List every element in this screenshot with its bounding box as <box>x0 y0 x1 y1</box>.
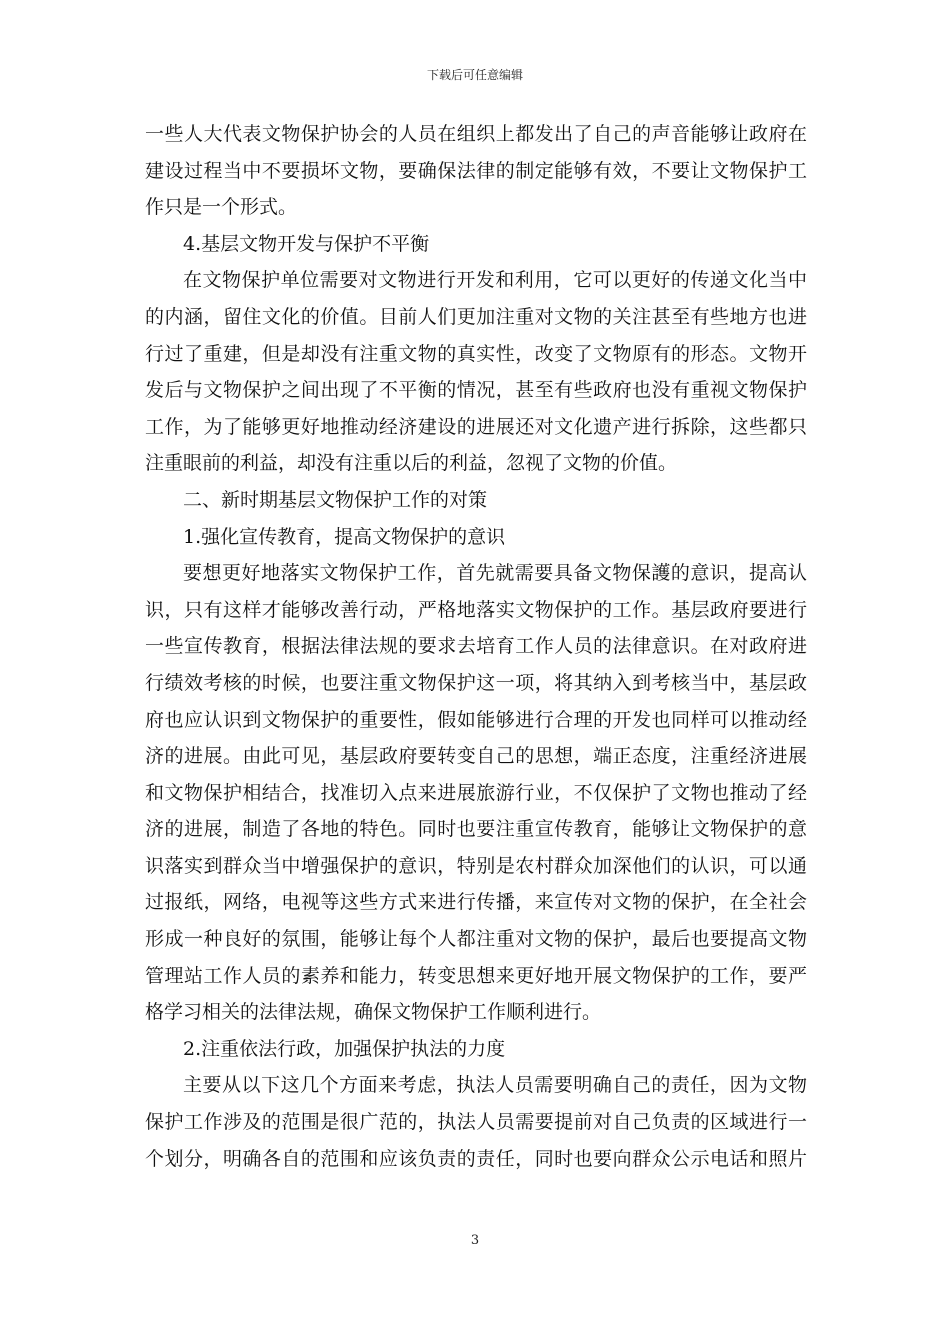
page-number: 3 <box>470 1233 480 1248</box>
text-line: 格学习相关的法律法规，确保文物保护工作顺利进行。 <box>145 1001 602 1024</box>
text-line: 识落实到群众当中增强保护的意识，特别是农村群众加深他们的认识，可以通 <box>145 854 807 877</box>
text-line: 一些宣传教育，根据法律法规的要求去培育工作人员的法律意识。在对政府进 <box>145 635 807 658</box>
text-line: 的内涵，留住文化的价值。目前人们更加注重对文物的关注甚至有些地方也进 <box>145 305 807 328</box>
text-line: 作只是一个形式。 <box>145 196 298 219</box>
heading-part-two <box>145 482 807 519</box>
text-line: 个划分，明确各自的范围和应该负责的责任，同时也要向群众公示电话和照片 <box>145 1147 807 1170</box>
text-line: 建设过程当中不要损坏文物，要确保法律的制定能够有效，不要让文物保护工 <box>145 159 807 182</box>
paragraph-law-enforcement <box>145 1067 807 1177</box>
section-heading: 4.基层文物开发与保护不平衡 <box>183 232 430 255</box>
text-line: 管理站工作人员的素养和能力，转变思想来更好地开展文物保护的工作，要严 <box>145 964 807 987</box>
text-line: 过报纸，网络，电视等这些方式来进行传播，来宣传对文物的保护，在全社会 <box>145 891 807 914</box>
text-line: 在文物保护单位需要对文物进行开发和利用，它可以更好的传递文化当中 <box>183 269 807 292</box>
section-heading: 1.强化宣传教育，提高文物保护的意识 <box>183 525 506 548</box>
section-heading: 2.注重依法行政，加强保护执法的力度 <box>183 1037 506 1060</box>
text-line: 识，只有这样才能够改善行动，严格地落实文物保护的工作。基层政府要进行 <box>145 598 807 621</box>
heading-subsection-1 <box>145 519 807 556</box>
text-line: 形成一种良好的氛围，能够让每个人都注重对文物的保护，最后也要提高文物 <box>145 928 807 951</box>
text-line: 和文物保护相结合，找准切入点来进展旅游行业，不仅保护了文物也推动了经 <box>145 781 807 804</box>
text-line: 注重眼前的利益，却没有注重以后的利益，忽视了文物的价值。 <box>145 452 678 475</box>
text-line: 保护工作涉及的范围是很广范的，执法人员需要提前对自己负责的区域进行一 <box>145 1111 807 1134</box>
text-line: 发后与文物保护之间出现了不平衡的情况，甚至有些政府也没有重视文物保护 <box>145 379 807 402</box>
text-line: 行过了重建，但是却没有注重文物的真实性，改变了文物原有的形态。文物开 <box>145 342 807 365</box>
text-line: 行绩效考核的时候，也要注重文物保护这一项，将其纳入到考核当中，基层政 <box>145 671 807 694</box>
section-heading: 二、新时期基层文物保护工作的对策 <box>183 488 488 511</box>
text-line: 主要从以下这几个方面来考虑，执法人员需要明确自己的责任，因为文物 <box>183 1074 807 1097</box>
heading-section-4 <box>145 226 807 263</box>
text-line: 一些人大代表文物保护协会的人员在组织上都发出了自己的声音能够让政府在 <box>145 123 807 145</box>
paragraph-development-imbalance <box>145 262 807 482</box>
text-line: 要想更好地落实文物保护工作，首先就需要具备文物保護的意识，提高认 <box>183 562 807 585</box>
page-header: 下载后可任意编辑 <box>426 68 523 82</box>
heading-subsection-2 <box>145 1031 807 1068</box>
paragraph-publicity-education <box>145 555 807 1031</box>
document-body <box>145 116 807 1177</box>
text-line: 府也应认识到文物保护的重要性，假如能够进行合理的开发也同样可以推动经 <box>145 708 807 731</box>
text-line: 济的进展。由此可见，基层政府要转变自己的思想，端正态度，注重经济进展 <box>145 745 807 768</box>
text-line: 济的进展，制造了各地的特色。同时也要注重宣传教育，能够让文物保护的意 <box>145 818 807 841</box>
text-line: 工作，为了能够更好地推动经济建设的进展还对文化遗产进行拆除，这些都只 <box>145 415 807 438</box>
paragraph-continuation <box>145 116 807 226</box>
